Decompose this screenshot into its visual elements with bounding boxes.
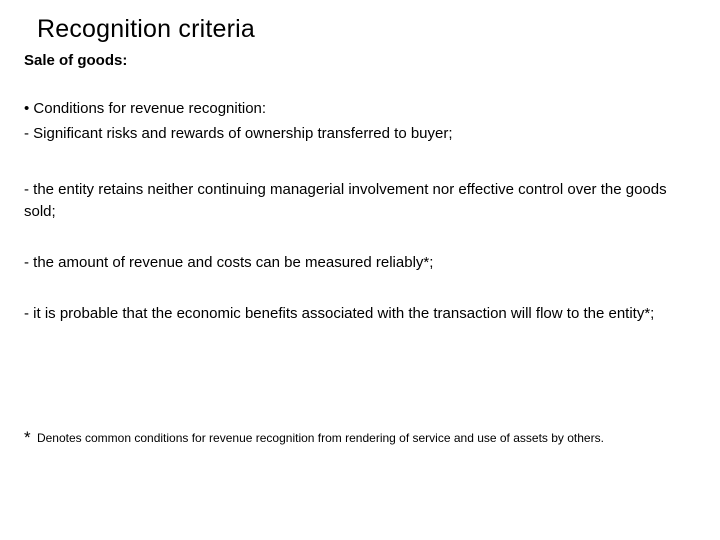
- footnote-text: Denotes common conditions for revenue recognition from rendering of service and use of assets by others.: [36, 431, 604, 445]
- footnote-mark: *: [24, 428, 31, 447]
- slide-title: Recognition criteria: [37, 15, 255, 43]
- criterion-item: - the entity retains neither continuing managerial involvement nor effective control over the goods sold;: [24, 181, 667, 220]
- criterion-item: - it is probable that the economic benefits associated with the transaction will flow to the entity*;: [24, 305, 655, 322]
- footnote: [24, 428, 604, 448]
- section-subtitle: Sale of goods:: [24, 52, 128, 69]
- criterion-item: - Significant risks and rewards of ownership transferred to buyer;: [24, 125, 453, 142]
- bullet-heading: • Conditions for revenue recognition:: [24, 100, 267, 117]
- criterion-item: - the amount of revenue and costs can be measured reliably*;: [24, 254, 434, 271]
